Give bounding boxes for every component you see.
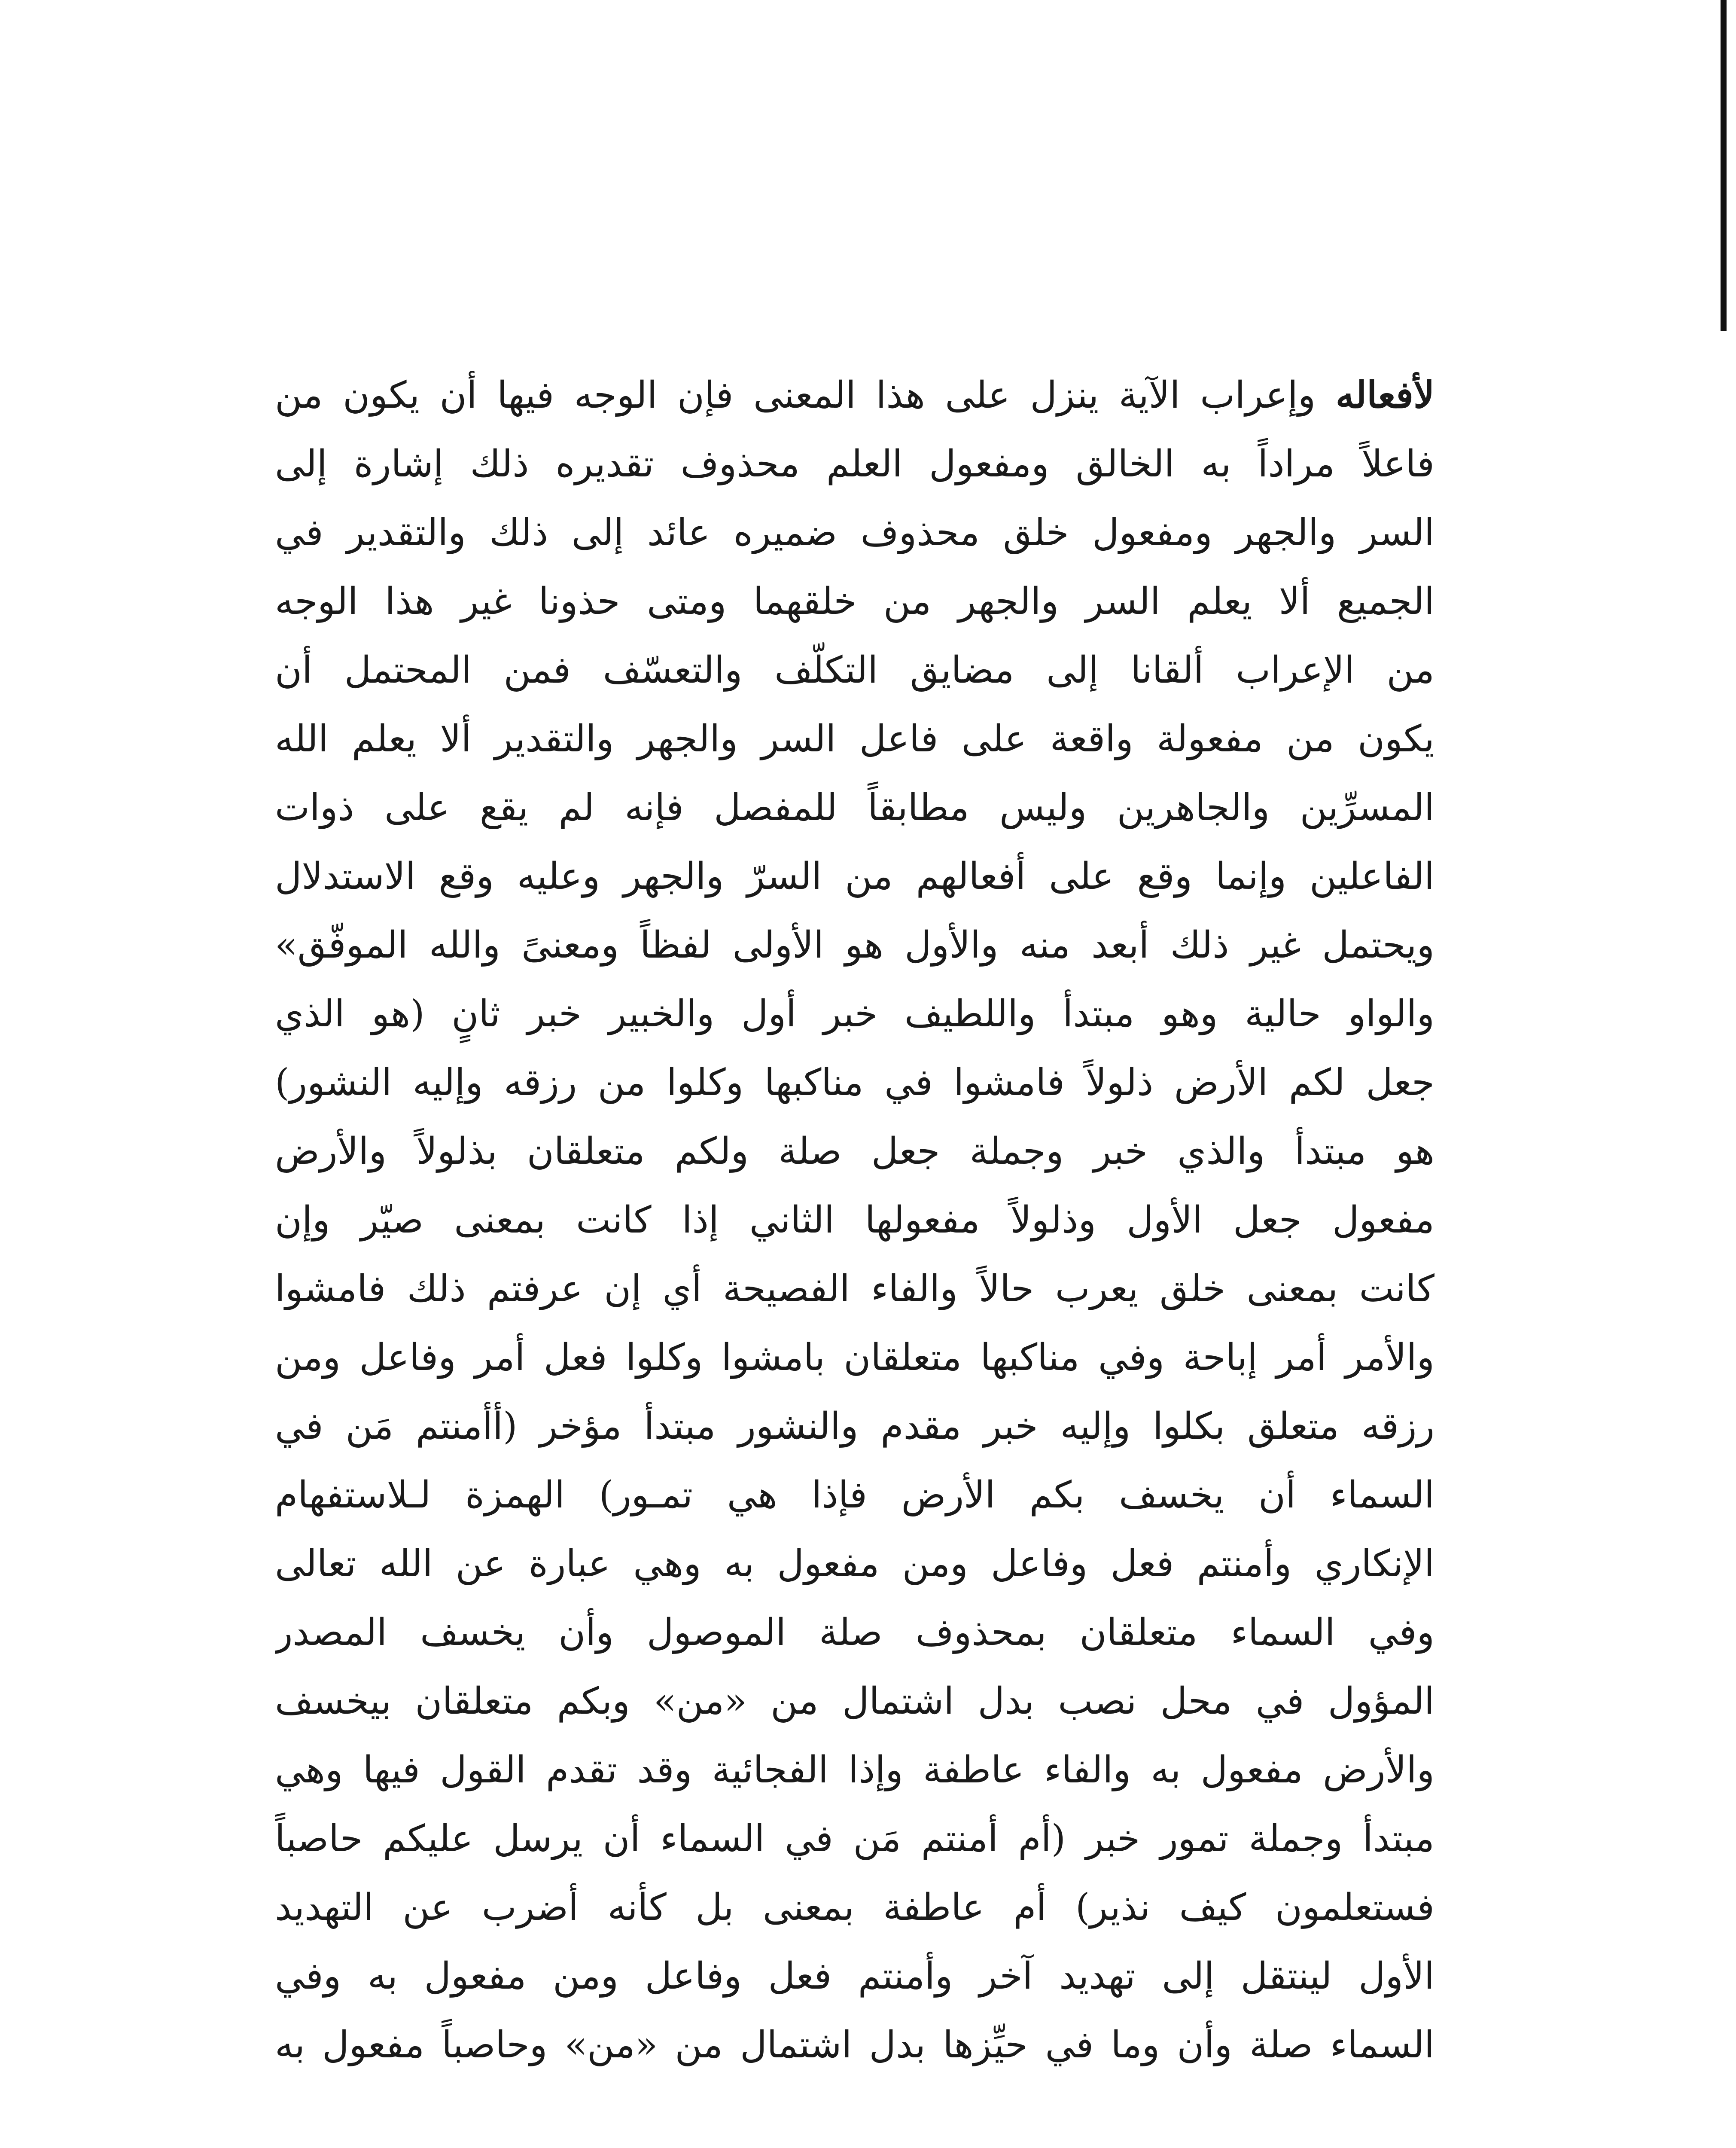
text-line-13: مفعول جعل الأول وذلولاً مفعولها الثاني إذا كانت بمعنى صيّر وإن: [275, 1199, 1434, 1242]
body-text: [275, 361, 1434, 2079]
text-line-11: جعل لكم الأرض ذلولاً فامشوا في مناكبها وكلوا من رزقه وإليه النشور): [275, 1061, 1434, 1104]
text-line-24: الأول لينتقل إلى تهديد آخر وأمنتم فعل وفاعل ومن مفعول به وفي: [275, 1955, 1434, 1998]
text-line-22: مبتدأ وجملة تمور خبر (أم أمنتم مَن في السماء أن يرسل عليكم حاصباً: [275, 1817, 1434, 1860]
text-line-7: المسرِّين والجاهرين وليس مطابقاً للمفصل فإنه لم يقع على ذوات: [275, 786, 1434, 829]
text-line-9: ويحتمل غير ذلك أبعد منه والأول هو الأولى لفظاً ومعنىً والله الموفّق»: [275, 924, 1434, 967]
text-line-21: والأرض مفعول به والفاء عاطفة وإذا الفجائية وقد تقدم القول فيها وهي: [275, 1748, 1434, 1791]
text-line-16: رزقه متعلق بكلوا وإليه خبر مقدم والنشور مبتدأ مؤخر (أأمنتم مَن في: [275, 1405, 1434, 1448]
text-line-1: لأفعاله وإعراب الآية ينزل على هذا المعنى فإن الوجه فيها أن يكون من: [275, 373, 1434, 417]
text-line-12: هو مبتدأ والذي خبر وجملة جعل صلة ولكم متعلقان بذلولاً والأرض: [275, 1130, 1434, 1173]
text-line-5: من الإعراب ألقانا إلى مضايق التكلّف والتعسّف فمن المحتمل أن: [275, 649, 1434, 692]
text-line-3: السر والجهر ومفعول خلق محذوف ضميره عائد إلى ذلك والتقدير في: [275, 511, 1434, 554]
text-line-8: الفاعلين وإنما وقع على أفعالهم من السرّ والجهر وعليه وقع الاستدلال: [275, 855, 1434, 898]
text-line-23: فستعلمون كيف نذير) أم عاطفة بمعنى بل كأنه أضرب عن التهديد: [275, 1886, 1434, 1929]
binding-edge-line: [1721, 0, 1727, 331]
text-line-6: يكون من مفعولة واقعة على فاعل السر والجهر والتقدير ألا يعلم الله: [275, 717, 1434, 760]
text-line-4: الجميع ألا يعلم السر والجهر من خلقهما ومتى حذونا غير هذا الوجه: [275, 580, 1434, 623]
text-line-20: المؤول في محل نصب بدل اشتمال من «من» وبكم متعلقان بيخسف: [275, 1680, 1434, 1723]
text-line-18: الإنكاري وأمنتم فعل وفاعل ومن مفعول به وهي عبارة عن الله تعالى: [275, 1542, 1434, 1585]
text-line-10: والواو حالية وهو مبتدأ واللطيف خبر أول والخبير خبر ثانٍ (هو الذي: [275, 992, 1434, 1035]
text-line-15: والأمر أمر إباحة وفي مناكبها متعلقان بامشوا وكلوا فعل أمر وفاعل ومن: [275, 1336, 1434, 1379]
text-line-25: السماء صلة وأن وما في حيِّزها بدل اشتمال من «من» وحاصباً مفعول به: [275, 2023, 1434, 2066]
lead-word: لأفعاله: [1335, 373, 1434, 417]
text-line-14: كانت بمعنى خلق يعرب حالاً والفاء الفصيحة أي إن عرفتم ذلك فامشوا: [275, 1267, 1434, 1310]
text-line-17: السماء أن يخسف بكم الأرض فإذا هي تمـور) الهمزة لـلاستفهام: [275, 1474, 1434, 1516]
text-line-19: وفي السماء متعلقان بمحذوف صلة الموصول وأن يخسف المصدر: [275, 1611, 1434, 1654]
text-line-2: فاعلاً مراداً به الخالق ومفعول العلم محذوف تقديره ذلك إشارة إلى: [275, 442, 1434, 485]
